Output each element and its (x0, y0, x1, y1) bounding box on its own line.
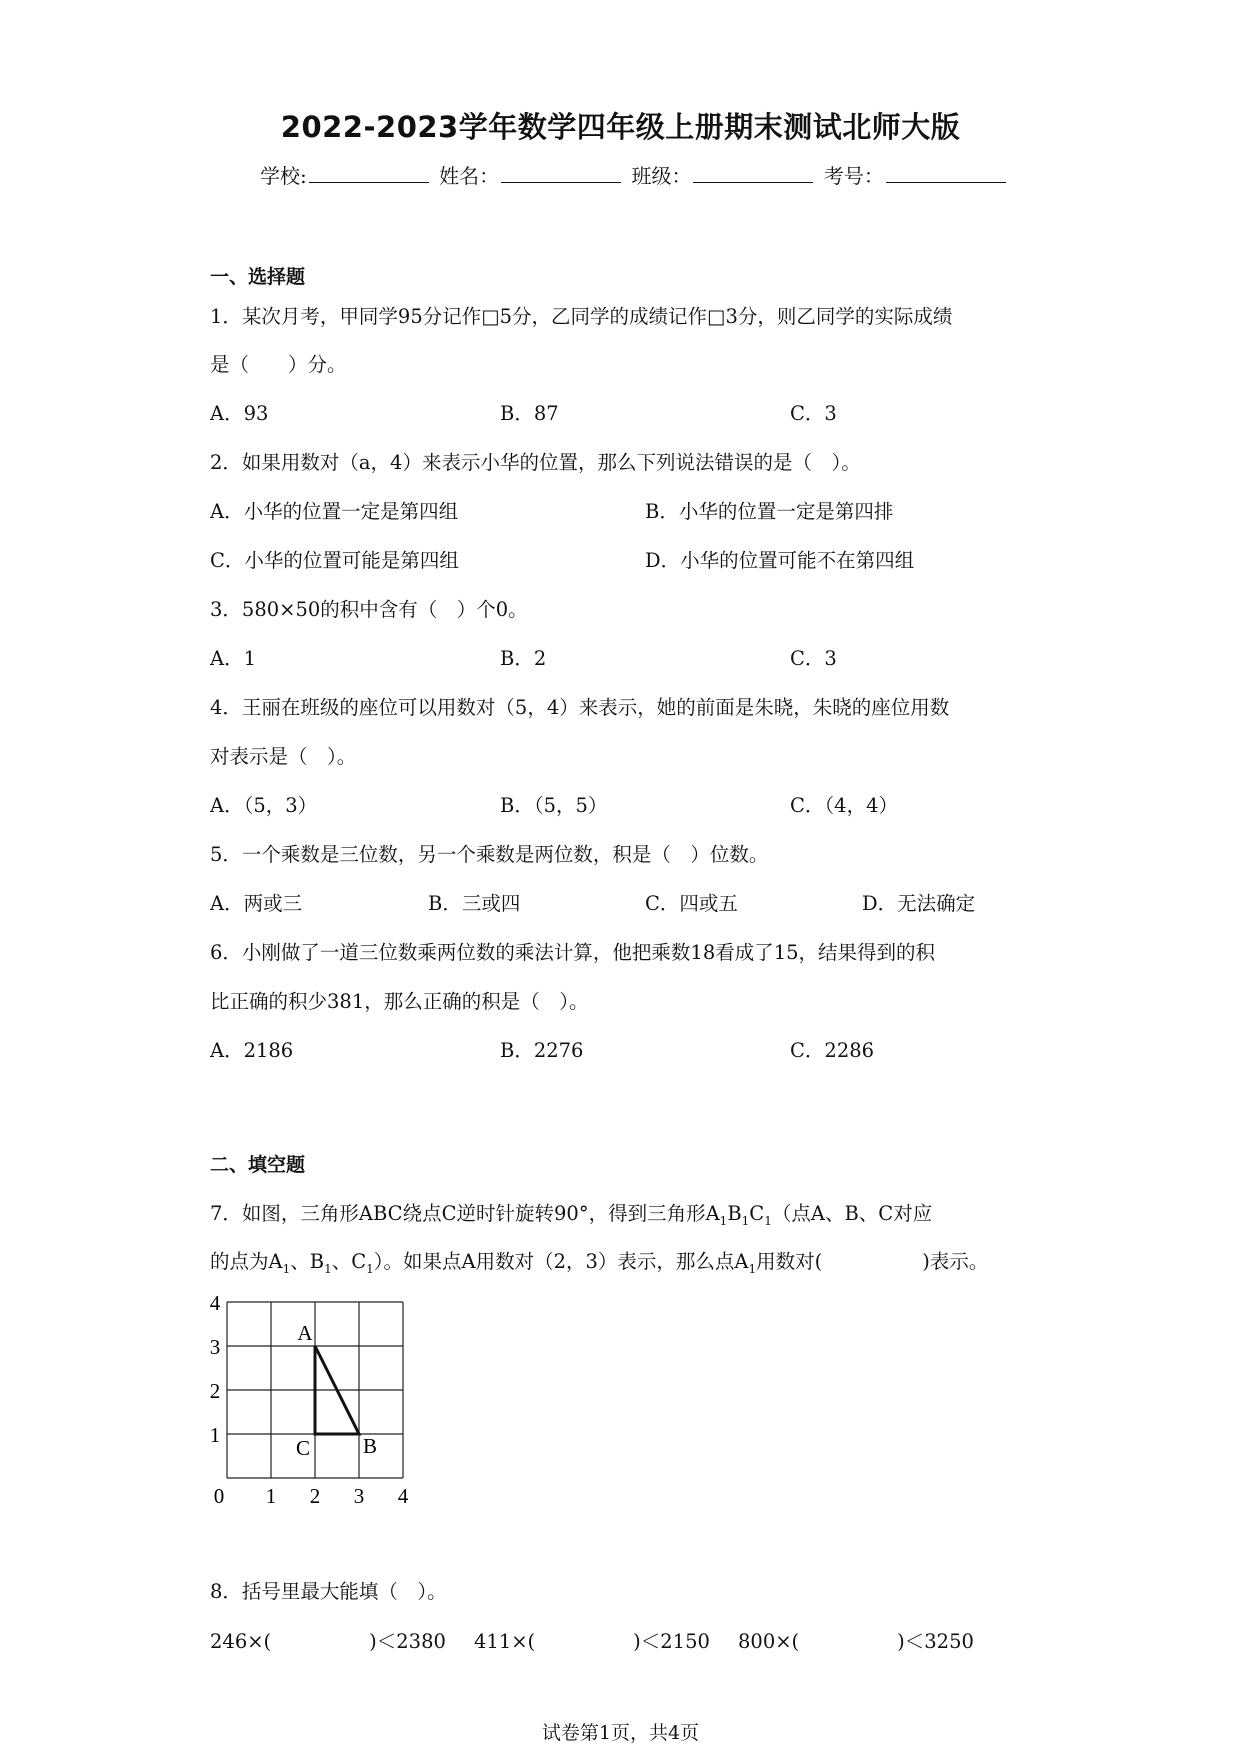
school-blank[interactable] (309, 164, 429, 183)
page-title: 2022-2023学年数学四年级上册期末测试北师大版 (280, 110, 961, 144)
question-1-line-1: 1．某次月考，甲同学95分记作□5分，乙同学的成绩记作□3分，则乙同学的实际成绩 (210, 305, 953, 328)
question-6-line-2: 比正确的积少381，那么正确的积是（ ）。 (210, 990, 589, 1013)
x-tick-3: 3 (353, 1484, 365, 1508)
question-2-option-d: D．小华的位置可能不在第四组 (645, 549, 915, 572)
y-tick-2: 2 (209, 1379, 221, 1403)
question-3-line-1: 3．580×50的积中含有（ ）个0。 (210, 598, 528, 621)
question-4-line-2: 对表示是（ ）。 (210, 745, 357, 768)
question-8-expression-1: 246×( )＜2380 (210, 1630, 446, 1653)
name-label: 姓名： (439, 164, 500, 188)
question-6-option-b: B．2276 (500, 1039, 584, 1062)
question-6-option-c: C．2286 (790, 1039, 875, 1062)
point-label-b: B (362, 1434, 378, 1458)
section-heading-choice: 一、选择题 (210, 266, 306, 288)
student-info-line (260, 160, 1010, 189)
question-2-line-1: 2．如果用数对（a，4）来表示小华的位置，那么下列说法错误的是（ ）。 (210, 451, 861, 474)
class-blank[interactable] (693, 164, 813, 183)
question-1-option-c: C．3 (790, 402, 837, 425)
question-5-option-d: D．无法确定 (862, 892, 976, 915)
question-5-option-a: A．两或三 (210, 892, 303, 915)
question-5-line-1: 5．一个乘数是三位数，另一个乘数是两位数，积是（ ）位数。 (210, 843, 769, 866)
page-footer: 试卷第1页，共4页 (541, 1722, 700, 1744)
question-5-option-b: B．三或四 (428, 892, 521, 915)
question-4-option-a: A．（5，3） (210, 794, 318, 817)
question-6-line-1: 6．小刚做了一道三位数乘两位数的乘法计算，他把乘数18看成了15，结果得到的积 (210, 941, 936, 964)
school-label: 学校: (260, 164, 307, 188)
y-tick-1: 1 (209, 1423, 221, 1447)
question-1-option-a: A．93 (210, 402, 269, 425)
question-7-line-1: 7．如图，三角形ABC绕点C逆时针旋转90°，得到三角形$A_1B_1C_1$（点A、B、C对应 (210, 1202, 933, 1228)
x-tick-0: 0 (213, 1484, 225, 1508)
question-8-expression-3: 800×( )＜3250 (738, 1630, 974, 1653)
question-3-option-a: A．1 (210, 647, 256, 670)
question-1-option-b: B．87 (500, 402, 559, 425)
x-tick-2: 2 (309, 1484, 321, 1508)
point-label-c: C (295, 1436, 311, 1460)
question-8-expression-2: 411×( )＜2150 (474, 1630, 710, 1653)
question-3-option-c: C．3 (790, 647, 837, 670)
y-tick-4: 4 (209, 1291, 221, 1315)
section-heading-fill-in: 二、填空题 (210, 1154, 306, 1176)
question-6-option-a: A．2186 (210, 1039, 294, 1062)
question-2-option-b: B．小华的位置一定是第四排 (645, 500, 894, 523)
point-label-a: A (297, 1321, 313, 1345)
coordinate-grid-figure (200, 1285, 420, 1510)
number-blank[interactable] (886, 164, 1006, 183)
y-tick-3: 3 (209, 1335, 221, 1359)
question-4-option-b: B．（5，5） (500, 794, 608, 817)
question-2-option-a: A．小华的位置一定是第四组 (210, 500, 459, 523)
question-3-option-b: B．2 (500, 647, 547, 670)
question-8-line-1: 8．括号里最大能填（ ）。 (210, 1580, 447, 1603)
x-tick-4: 4 (397, 1484, 409, 1508)
question-1-line-2: 是（ ）分。 (210, 353, 347, 376)
name-blank[interactable] (501, 164, 621, 183)
question-4-option-c: C．（4，4） (790, 794, 898, 817)
number-label: 考号： (823, 164, 884, 188)
question-4-line-1: 4．王丽在班级的座位可以用数对（5，4）来表示，她的前面是朱晓，朱晓的座位用数 (210, 696, 950, 719)
x-tick-1: 1 (265, 1484, 277, 1508)
question-7-line-2: 的点为$A_1$、$B_1$、$C_1$）。如果点A用数对（2，3）表示，那么点$A_1$用数对( )表示。 (210, 1250, 989, 1276)
class-label: 班级： (631, 164, 692, 188)
question-2-option-c: C．小华的位置可能是第四组 (210, 549, 459, 572)
question-5-option-c: C．四或五 (645, 892, 738, 915)
